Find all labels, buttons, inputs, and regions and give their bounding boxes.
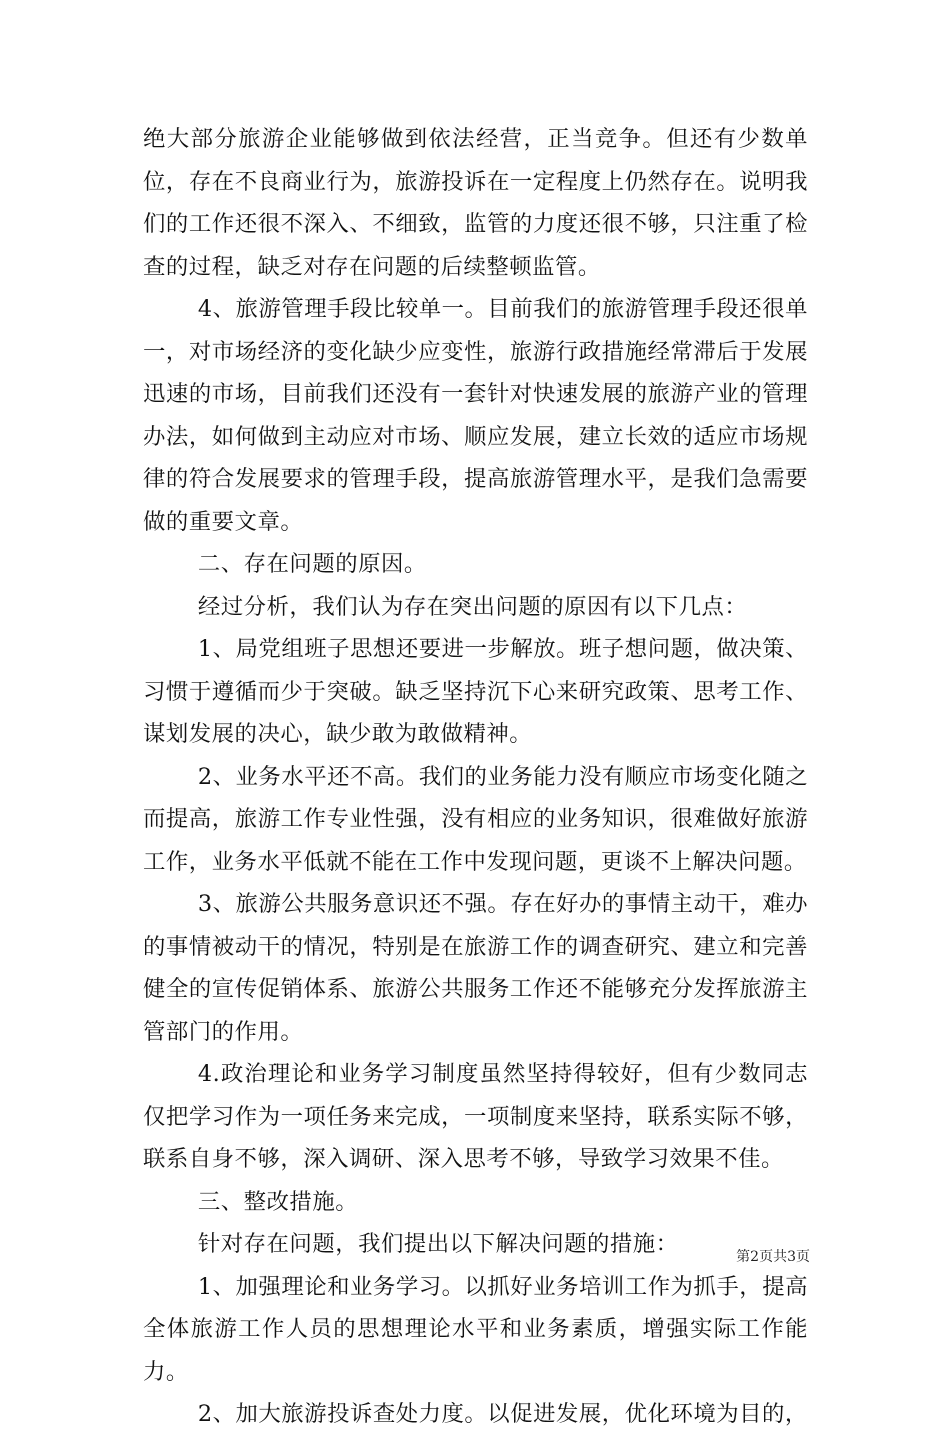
paragraph-measures-intro: 针对存在问题，我们提出以下解决问题的措施： xyxy=(197,1231,679,1257)
body-text xyxy=(143,118,808,1436)
section-heading-causes: 二、存在问题的原因。 xyxy=(197,551,427,577)
paragraph-cause-4: 4.政治理论和业务学习制度虽然坚持得较好，但有少数同志仅把学习作为一项任务来完成，一项制度来坚持，联系实际不够，联系自身不够，深入调研、深入思考不够，导致学习效果不佳。 xyxy=(143,1061,808,1172)
paragraph-continuation: 绝大部分旅游企业能够做到依法经营，正当竞争。但还有少数单位，存在不良商业行为，旅游投诉在一定程度上仍然存在。说明我们的工作还很不深入、不细致，监管的力度还很不够，只注重了检查的过程，缺乏对存在问题的后续整顿监管。 xyxy=(143,126,808,280)
paragraph-causes-intro: 经过分析，我们认为存在突出问题的原因有以下几点： xyxy=(197,593,748,620)
page-number-footer: 第2页共3页 xyxy=(736,1249,810,1265)
paragraph-measure-1: 1、加强理论和业务学习。以抓好业务培训工作为抓手，提高全体旅游工作人员的思想理论水平和业务素质，增强实际工作能力。 xyxy=(143,1273,808,1385)
paragraph-item-4-management: 4、旅游管理手段比较单一。目前我们的旅游管理手段还很单一，对市场经济的变化缺少应变性，旅游行政措施经常滞后于发展迅速的市场，目前我们还没有一套针对快速发展的旅游产业的管理办法，如何做到主动应对市场、顺应发展，建立长效的适应市场规律的符合发展要求的管理手段，提高旅游管理水平，是我们急需要做的重要文章。 xyxy=(143,296,808,535)
paragraph-cause-2: 2、业务水平还不高。我们的业务能力没有顺应市场变化随之而提高，旅游工作专业性强，没有相应的业务知识，很难做好旅游工作，业务水平低就不能在工作中发现问题，更谈不上解决问题。 xyxy=(143,763,808,875)
section-heading-measures: 三、整改措施。 xyxy=(197,1188,359,1215)
paragraph-cause-3: 3、旅游公共服务意识还不强。存在好办的事情主动干，难办的事情被动干的情况，特别是在旅游工作的调查研究、建立和完善健全的宣传促销体系、旅游公共服务工作还不能够充分发挥旅游主管部门的作用。 xyxy=(143,891,808,1045)
paragraph-cause-1: 1、局党组班子思想还要进一步解放。班子想问题，做决策、习惯于遵循而少于突破。缺乏坚持沉下心来研究政策、思考工作、谋划发展的决心，缺少敢为敢做精神。 xyxy=(143,636,808,747)
paragraph-measure-2: 2、加大旅游投诉查处力度。以促进发展，优化环境为目的， xyxy=(197,1401,808,1427)
